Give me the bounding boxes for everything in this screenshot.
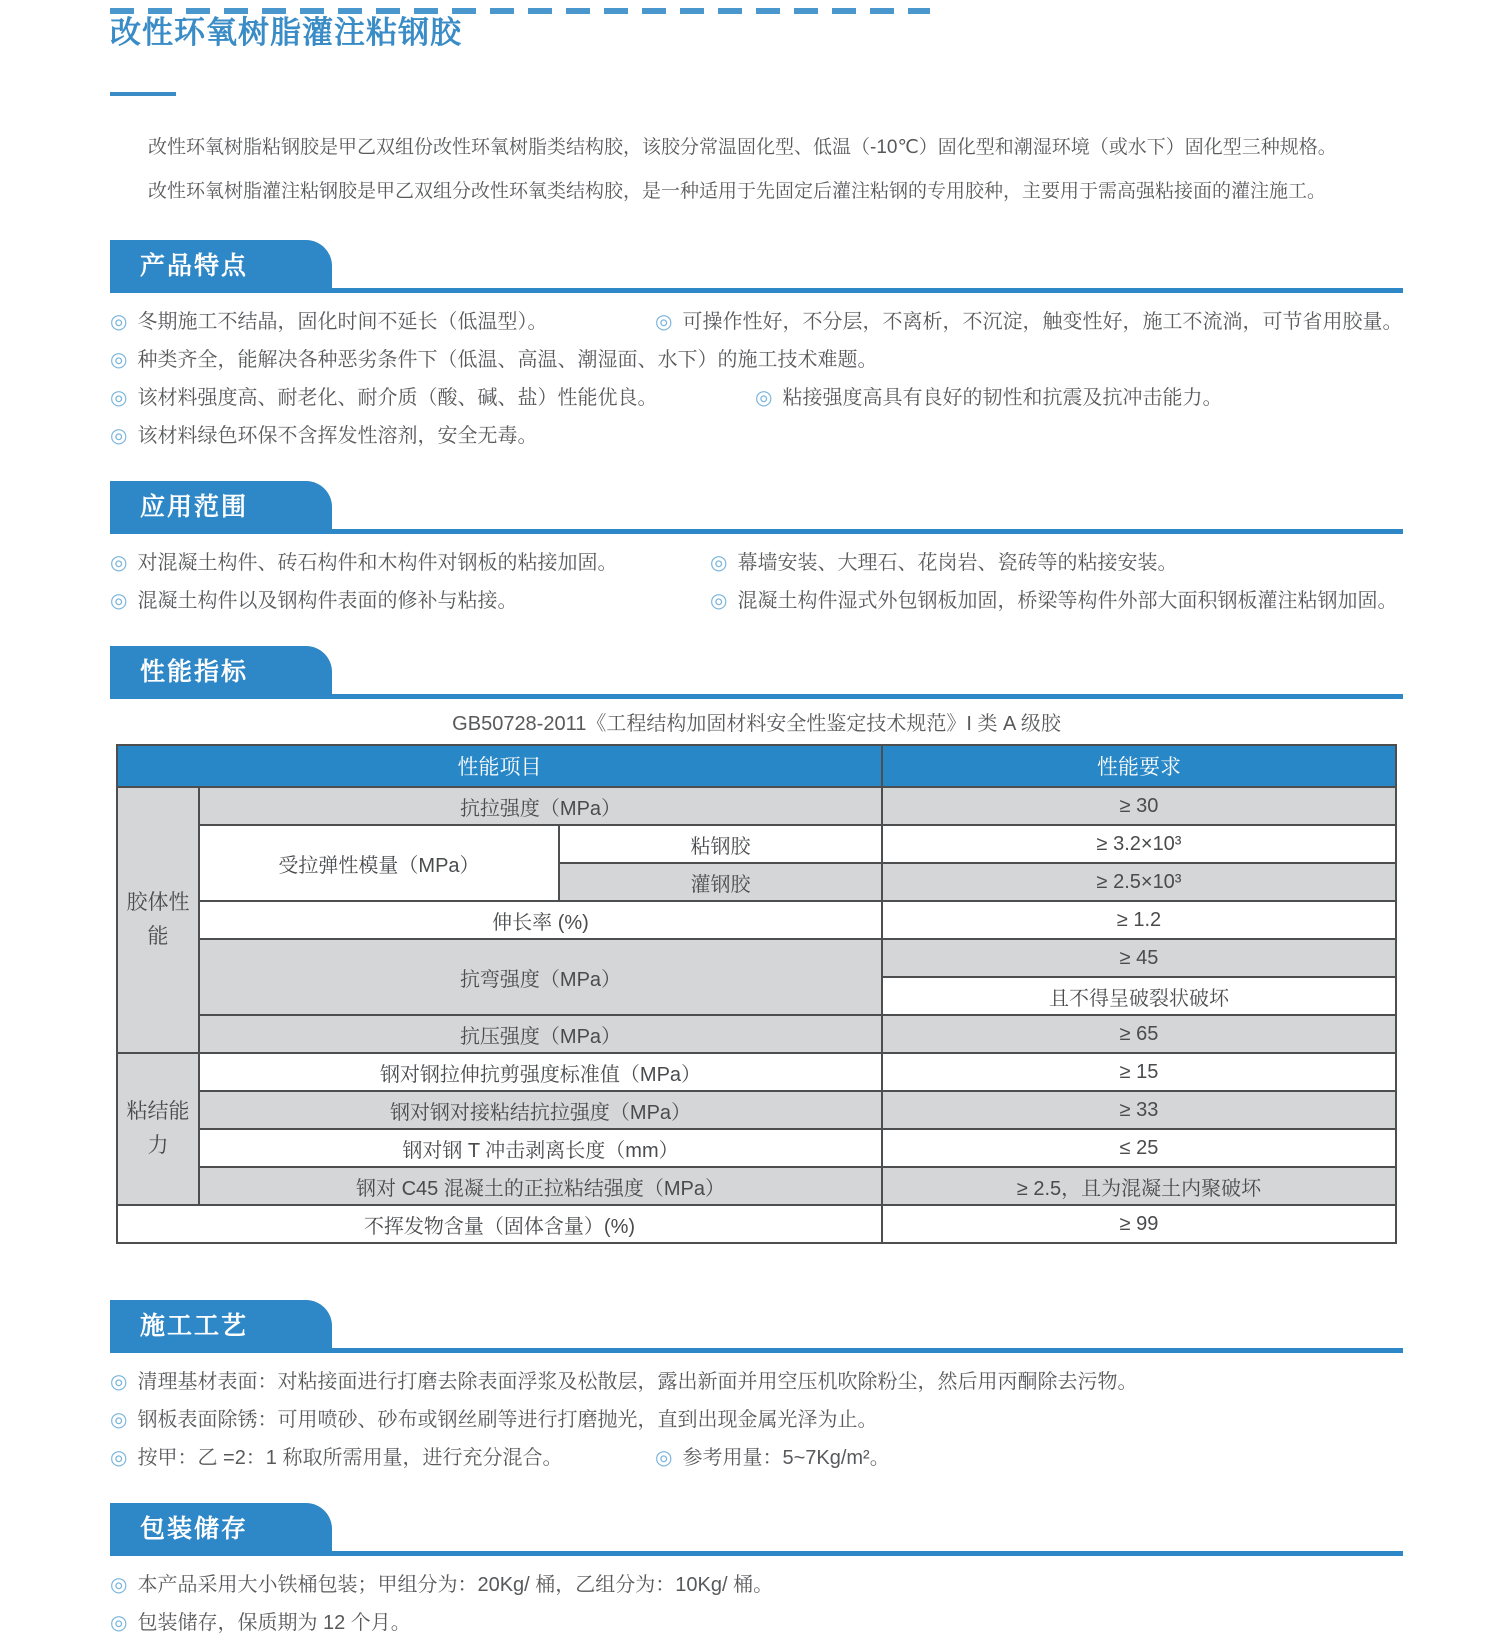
list-item-text: 混凝土构件以及钢构件表面的修补与粘接。 xyxy=(137,590,518,612)
bullet-icon: ◎ xyxy=(110,387,128,409)
table-row xyxy=(117,939,1396,977)
page-title: 改性环氧树脂灌注粘钢胶 xyxy=(110,15,462,50)
section-title: 应用范围 xyxy=(140,493,249,521)
row-label: 抗拉强度（MPa） xyxy=(199,787,882,825)
row-value: ≤ 25 xyxy=(882,1129,1396,1167)
list-item xyxy=(110,303,655,341)
row-label: 钢对钢 T 冲击剥离长度（mm） xyxy=(199,1129,882,1167)
list-item xyxy=(110,582,710,620)
list-item xyxy=(110,1439,655,1477)
list-item xyxy=(110,417,537,455)
list-item-text: 按甲：乙 =2：1 称取所需用量，进行充分混合。 xyxy=(137,1447,563,1469)
table-row xyxy=(117,901,1396,939)
table-row xyxy=(117,1053,1396,1091)
list-item-text: 冬期施工不结晶，固化时间不延长（低温型）。 xyxy=(137,311,548,333)
section-tab xyxy=(110,1503,332,1551)
section-tab xyxy=(110,240,332,288)
section-header-features xyxy=(110,240,1403,293)
list-item-text: 可操作性好，不分层，不离析，不沉淀，触变性好，施工不流淌，可节省用胶量。 xyxy=(682,311,1403,333)
list-item-text: 混凝土构件湿式外包钢板加固，桥梁等构件外部大面积钢板灌注粘钢加固。 xyxy=(737,590,1398,612)
section-header-process xyxy=(110,1300,1403,1353)
list-item xyxy=(755,379,1222,417)
table-row xyxy=(117,1205,1396,1243)
row-value: ≥ 33 xyxy=(882,1091,1396,1129)
list-item-text: 钢板表面除锈：可用喷砂、砂布或钢丝刷等进行打磨抛光，直到出现金属光泽为止。 xyxy=(137,1409,878,1431)
bullet-icon: ◎ xyxy=(110,1574,128,1596)
packaging-list xyxy=(110,1566,1403,1642)
row-value: ≥ 65 xyxy=(882,1015,1396,1053)
table-row xyxy=(117,1091,1396,1129)
list-item xyxy=(710,544,1177,582)
bullet-icon: ◎ xyxy=(110,552,128,574)
row-group-gel: 胶体性能 xyxy=(117,787,199,1053)
row-label: 伸长率 (%) xyxy=(199,901,882,939)
list-item-text: 对混凝土构件、砖石构件和木构件对钢板的粘接加固。 xyxy=(137,552,618,574)
bullet-icon: ◎ xyxy=(110,425,128,447)
performance-table xyxy=(116,744,1397,1244)
list-item xyxy=(110,341,877,379)
list-row xyxy=(110,1363,1403,1401)
intro-paragraph: 改性环氧树脂粘钢胶是甲乙双组份改性环氧树脂类结构胶，该胶分常温固化型、低温（-10℃）固化型和潮湿环境（或水下）固化型三种规格。 xyxy=(148,137,1337,158)
list-item xyxy=(110,1566,773,1604)
row-label: 抗压强度（MPa） xyxy=(199,1015,882,1053)
list-item-text: 幕墙安装、大理石、花岗岩、瓷砖等的粘接安装。 xyxy=(737,552,1178,574)
table-row xyxy=(117,825,1396,863)
row-group-bond: 粘结能力 xyxy=(117,1053,199,1205)
list-item-text: 粘接强度高具有良好的韧性和抗震及抗冲击能力。 xyxy=(782,387,1223,409)
list-item-text: 包装储存，保质期为 12 个月。 xyxy=(137,1612,411,1634)
section-header-applications xyxy=(110,481,1403,534)
row-value: ≥ 2.5，且为混凝土内聚破坏 xyxy=(882,1167,1396,1205)
section-title: 包装储存 xyxy=(140,1515,249,1543)
row-value: ≥ 99 xyxy=(882,1205,1396,1243)
list-item xyxy=(110,1401,877,1439)
title-underline xyxy=(110,92,176,96)
bullet-icon: ◎ xyxy=(710,552,728,574)
bullet-icon: ◎ xyxy=(110,1409,128,1431)
bullet-icon: ◎ xyxy=(110,311,128,333)
bullet-icon: ◎ xyxy=(110,1447,128,1469)
table-header-row xyxy=(117,745,1396,787)
row-label: 钢对 C45 混凝土的正拉粘结强度（MPa） xyxy=(199,1167,882,1205)
list-row xyxy=(110,544,1403,582)
row-value: ≥ 1.2 xyxy=(882,901,1396,939)
list-item xyxy=(710,582,1397,620)
row-label: 钢对钢对接粘结抗拉强度（MPa） xyxy=(199,1091,882,1129)
row-sublabel: 灌钢胶 xyxy=(559,863,882,901)
intro-paragraph: 改性环氧树脂灌注粘钢胶是甲乙双组分改性环氧类结构胶，是一种适用于先固定后灌注粘钢的专用胶种，主要用于需高强粘接面的灌注施工。 xyxy=(148,181,1327,202)
list-row xyxy=(110,1439,1403,1477)
list-row xyxy=(110,1401,1403,1439)
list-item-text: 该材料强度高、耐老化、耐介质（酸、碱、盐）性能优良。 xyxy=(137,387,658,409)
table-row xyxy=(117,1167,1396,1205)
list-row xyxy=(110,303,1403,341)
row-label: 受拉弹性模量（MPa） xyxy=(199,825,559,901)
list-item xyxy=(655,1439,890,1477)
row-value: ≥ 30 xyxy=(882,787,1396,825)
list-item xyxy=(110,1604,411,1642)
table-caption: GB50728-2011《工程结构加固材料安全性鉴定技术规范》I 类 A 级胶 xyxy=(452,713,1061,735)
row-label: 抗弯强度（MPa） xyxy=(199,939,882,1015)
document-page xyxy=(0,8,1503,1642)
row-value: ≥ 3.2×10³ xyxy=(882,825,1396,863)
row-sublabel: 粘钢胶 xyxy=(559,825,882,863)
list-row xyxy=(110,582,1403,620)
list-row xyxy=(110,341,1403,379)
list-item xyxy=(110,544,710,582)
row-value: ≥ 2.5×10³ xyxy=(882,863,1396,901)
table-row xyxy=(117,787,1396,825)
bullet-icon: ◎ xyxy=(110,349,128,371)
section-title: 性能指标 xyxy=(140,658,249,686)
section-tab xyxy=(110,481,332,529)
row-value: 且不得呈破裂状破坏 xyxy=(882,977,1396,1015)
bullet-icon: ◎ xyxy=(110,1371,128,1393)
list-item-text: 种类齐全，能解决各种恶劣条件下（低温、高温、潮湿面、水下）的施工技术难题。 xyxy=(137,349,878,371)
features-list xyxy=(110,303,1403,455)
row-label: 不挥发物含量（固体含量）(%) xyxy=(117,1205,882,1243)
bullet-icon: ◎ xyxy=(755,387,773,409)
section-title: 施工工艺 xyxy=(140,1312,249,1340)
list-row xyxy=(110,1566,1403,1604)
bullet-icon: ◎ xyxy=(655,311,673,333)
table-row xyxy=(117,1015,1396,1053)
row-label: 钢对钢拉伸抗剪强度标准值（MPa） xyxy=(199,1053,882,1091)
intro-paragraphs xyxy=(110,126,1403,214)
list-item xyxy=(110,1363,1137,1401)
list-item-text: 本产品采用大小铁桶包装；甲组分为：20Kg/ 桶，乙组分为：10Kg/ 桶。 xyxy=(137,1574,774,1596)
column-header-item: 性能项目 xyxy=(117,745,882,787)
section-header-packaging xyxy=(110,1503,1403,1556)
bullet-icon: ◎ xyxy=(110,1612,128,1634)
column-header-requirement: 性能要求 xyxy=(882,745,1396,787)
section-tab xyxy=(110,646,332,694)
list-item xyxy=(655,303,1402,341)
row-value: ≥ 45 xyxy=(882,939,1396,977)
list-row xyxy=(110,417,1403,455)
list-item-text: 参考用量：5~7Kg/m²。 xyxy=(682,1447,890,1469)
applications-list xyxy=(110,544,1403,620)
list-item-text: 该材料绿色环保不含挥发性溶剂，安全无毒。 xyxy=(137,425,538,447)
section-tab xyxy=(110,1300,332,1348)
table-row xyxy=(117,1129,1396,1167)
section-title: 产品特点 xyxy=(140,252,249,280)
bullet-icon: ◎ xyxy=(110,590,128,612)
process-list xyxy=(110,1363,1403,1477)
bullet-icon: ◎ xyxy=(710,590,728,612)
bullet-icon: ◎ xyxy=(655,1447,673,1469)
list-item xyxy=(110,379,755,417)
list-row xyxy=(110,1604,1403,1642)
row-value: ≥ 15 xyxy=(882,1053,1396,1091)
list-row xyxy=(110,379,1403,417)
list-item-text: 清理基材表面：对粘接面进行打磨去除表面浮浆及松散层，露出新面并用空压机吹除粉尘，然后用丙酮除去污物。 xyxy=(137,1371,1138,1393)
section-header-performance xyxy=(110,646,1403,699)
